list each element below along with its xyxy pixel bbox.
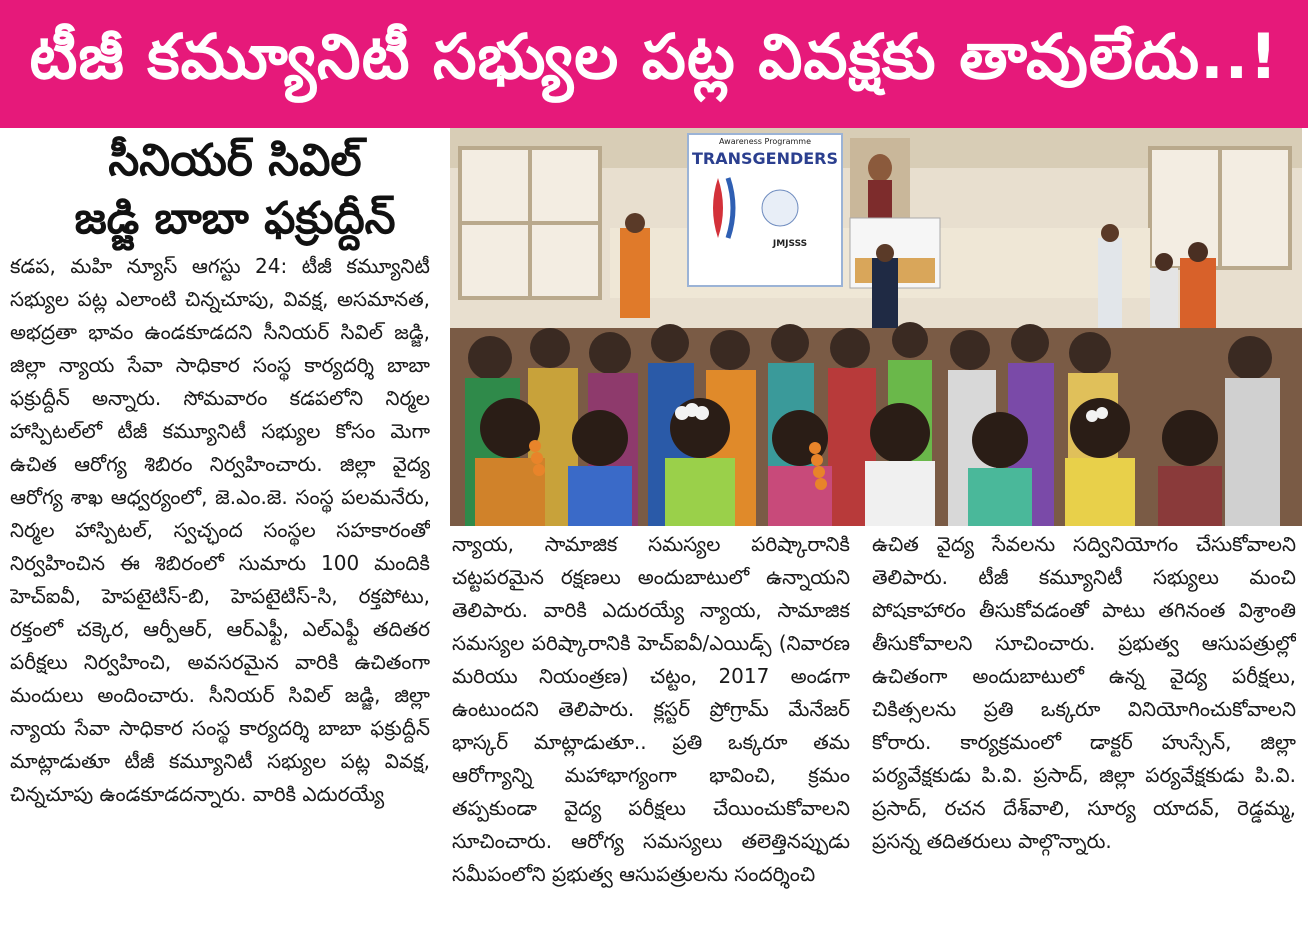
subheadline-line1: సీనియర్ సివిల్ [108,135,362,186]
event-photo-illustration [450,128,1302,526]
banner-small-text: Awareness Programme [719,137,811,146]
article-column-3: ఉచిత వైద్య సేవలను సద్వినియోగం చేసుకోవాలని తెలిపారు. టీజీ కమ్యూనిటీ సభ్యులు మంచి పోషకాహారం తీసుకోవడంతో పాటు తగినంత విశ్రాంతి తీసుకోవాలని సూచించారు. ప్రభుత్వ ఆసుపత్రుల్లో ఉచితంగా అందుబాటులో ఉన్న వైద్య పరీక్షలు, చికిత్సలను ప్రతి ఒక్కరూ వినియోగించుకోవాలని కోరారు. కార్యక్రమంలో డాక్టర్ హుస్సేన్, జిల్లా పర్యవేక్షకుడు పి.వి. ప్రసాద్, జిల్లా పర్యవేక్షకుడు పి.వి. ప్రసాద్, రచన దేశ్‌వాలి, సూర్య యాదవ్, రెడ్డమ్మ, ప్రసన్న తదితరులు పాల్గొన్నారు. [872,532,1296,853]
banner-org-text: JMJSSS [772,239,808,249]
headline: టీజీ కమ్యూనిటీ సభ్యుల పట్ల వివక్షకు తావులేదు..! [29,20,1279,93]
article-column-2: న్యాయ, సామాజిక సమస్యల పరిష్కారానికి చట్టపరమైన రక్షణలు అందుబాటులో ఉన్నాయని తెలిపారు. వారికి ఎదురయ్యే న్యాయ, సామాజిక సమస్యల పరిష్కారానికి హెచ్ఐవీ/ఎయిడ్స్ (నివారణ మరియు నియంత్రణ) చట్టం, 2017 అండగా ఉంటుందని తెలిపారు. క్లస్టర్ ప్రోగ్రామ్ మేనేజర్ భాస్కర్ మాట్లాడుతూ.. ప్రతి ఒక్కరూ తమ ఆరోగ్యాన్ని మహాభాగ్యంగా భావించి, క్రమం తప్పకుండా వైద్య పరీక్షలు చేయించుకోవాలని సూచించారు. ఆరోగ్య సమస్యలు తలెత్తినప్పుడు సమీపంలోని ప్రభుత్వ ఆసుపత్రులను సందర్శించి [452,532,850,886]
event-photo [450,128,1302,526]
headline-banner [0,0,1308,128]
subheadline-line2: జడ్జి బాబా ఫక్రుద్దీన్ [74,193,396,244]
article-column-1: కడప, మహి న్యూస్ ఆగస్టు 24: టీజీ కమ్యూనిటీ సభ్యుల పట్ల ఎలాంటి చిన్నచూపు, వివక్ష, అసమానత, అభద్రతా భావం ఉండకూడదని సీనియర్ సివిల్ జడ్జి, జిల్లా న్యాయ సేవా సాధికార సంస్థ కార్యదర్శి బాబా ఫక్రుద్దీన్ అన్నారు. సోమవారం కడపలోని నిర్మల హాస్పిటల్‌లో టీజీ కమ్యూనిటీ సభ్యుల కోసం మెగా ఉచిత ఆరోగ్య శిబిరం నిర్వహించారు. జిల్లా వైద్య ఆరోగ్య శాఖ ఆధ్వర్యంలో, జె.ఎం.జె. సంస్థ పలమనేరు, నిర్మల హాస్పిటల్, స్వచ్ఛంద సంస్థల సహకారంతో నిర్వహించిన ఈ శిబిరంలో సుమారు 100 మందికి హెచ్ఐవీ, హెపటైటిస్-బి, హెపటైటిస్-సి, రక్తపోటు, రక్తంలో చక్కెర, ఆర్పీఆర్, ఆర్ఎఫ్టీ, ఎల్ఎఫ్టీ తదితర పరీక్షలు నిర్వహించి, అవసరమైన వారికి ఉచితంగా మందులు అందించారు. సీనియర్ సివిల్ జడ్జి, జిల్లా న్యాయ సేవా సాధికార సంస్థ కార్యదర్శి బాబా ఫక్రుద్దీన్ మాట్లాడుతూ టీజీ కమ్యూనిటీ సభ్యుల పట్ల వివక్ష, చిన్నచూపు ఉండకూడదన్నారు. వారికి ఎదురయ్యే [10,254,430,806]
banner-title-text: TRANSGENDERS [691,149,839,168]
